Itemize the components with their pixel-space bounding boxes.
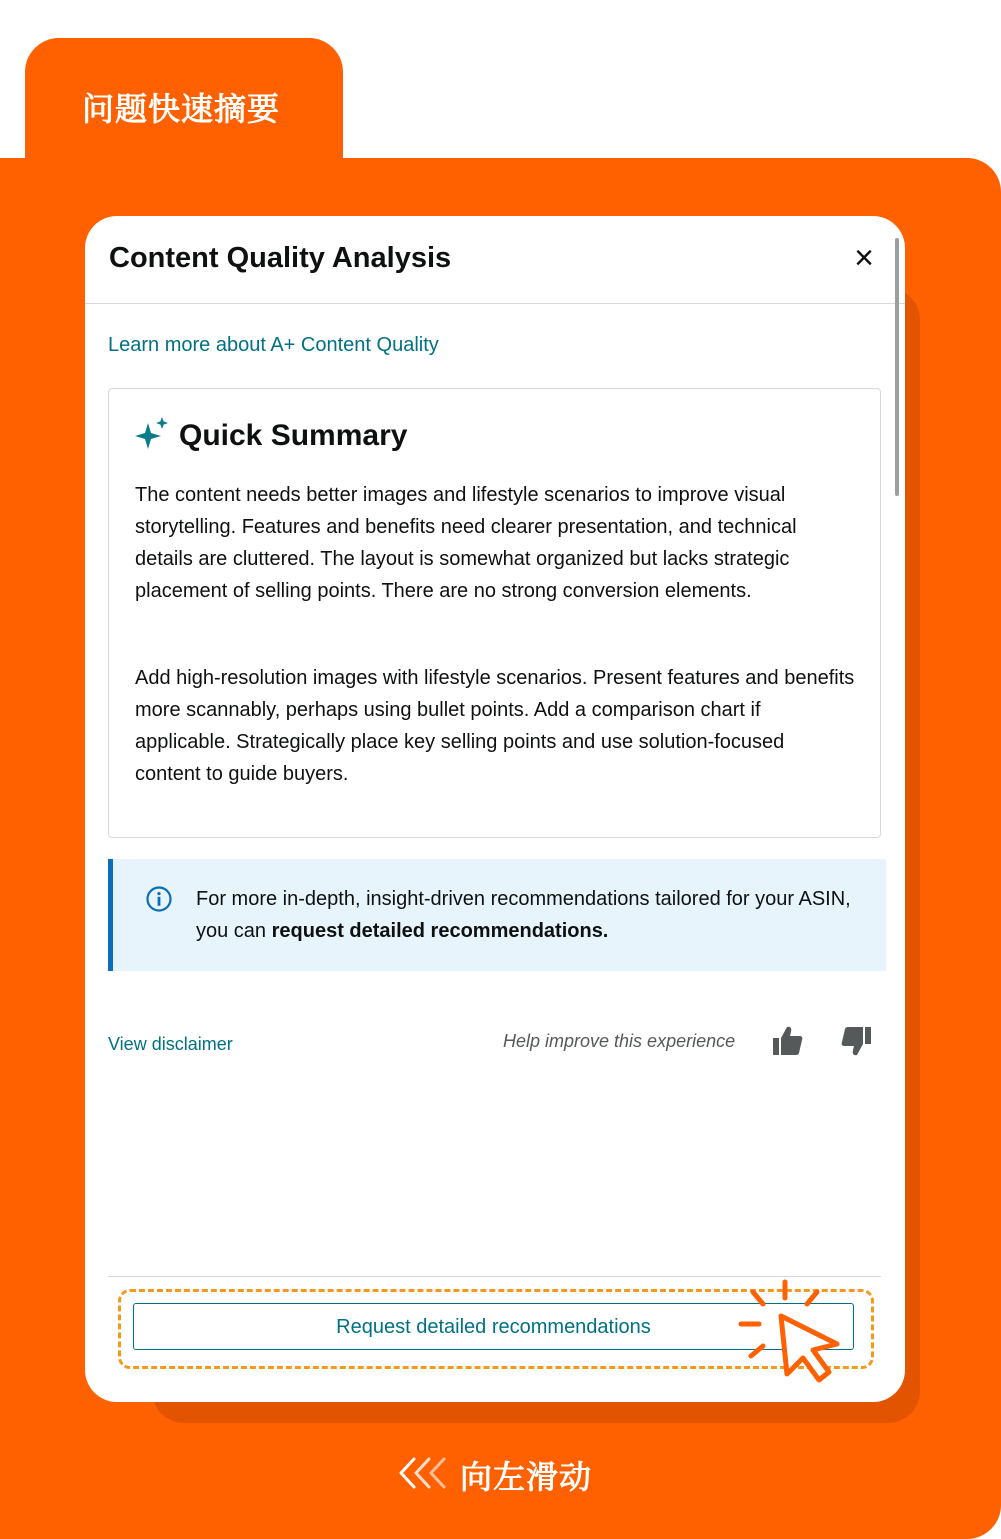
quick-summary-heading: Quick Summary [179,419,408,452]
summary-paragraph-1: The content needs better images and lifestyle scenarios to improve visual storytelling. Features and benefits need clearer presentation, and technical details are cluttered. The layout is somewhat organized but lacks strategic placement of selling points. There are no strong conversion elements. [135,484,797,602]
quick-summary-card [108,388,881,838]
info-alert [108,859,886,971]
feedback-row [85,1022,905,1062]
feedback-prompt: Help improve this experience [503,1031,736,1051]
request-recommendations-button[interactable]: Request detailed recommendations [133,1303,854,1350]
swipe-hint [398,1448,618,1498]
modal-title: Content Quality Analysis [109,242,452,274]
scrollbar-thumb[interactable] [895,238,899,496]
close-icon[interactable]: × [854,239,874,277]
summary-paragraph-2: Add high-resolution images with lifestyle scenarios. Present features and benefits more scannably, perhaps using bullet points. Add a comparison chart if applicable. Strategically place key selling points and use solution-focused content to guide buyers. [135,667,855,785]
promo-tab-title: 问题快速摘要 [82,90,281,128]
thumbs-up-icon[interactable] [771,1024,805,1058]
content-quality-modal [85,216,905,1402]
swipe-hint-text: 向左滑动 [460,1458,593,1496]
sparkle-icon [135,417,171,453]
info-text-regular: For more in-depth, insight-driven recommendations tailored for your ASIN, you can [196,888,851,942]
info-text-bold: request detailed recommendations. [271,920,609,942]
info-alert-text [196,883,856,947]
modal-header [85,216,905,304]
click-cursor-icon [735,1276,845,1388]
info-icon [145,885,173,913]
thumbs-down-icon[interactable] [839,1024,873,1058]
chevrons-left-icon [398,1456,450,1490]
learn-more-link[interactable]: Learn more about A+ Content Quality [108,334,439,356]
view-disclaimer-link[interactable]: View disclaimer [108,1034,233,1054]
